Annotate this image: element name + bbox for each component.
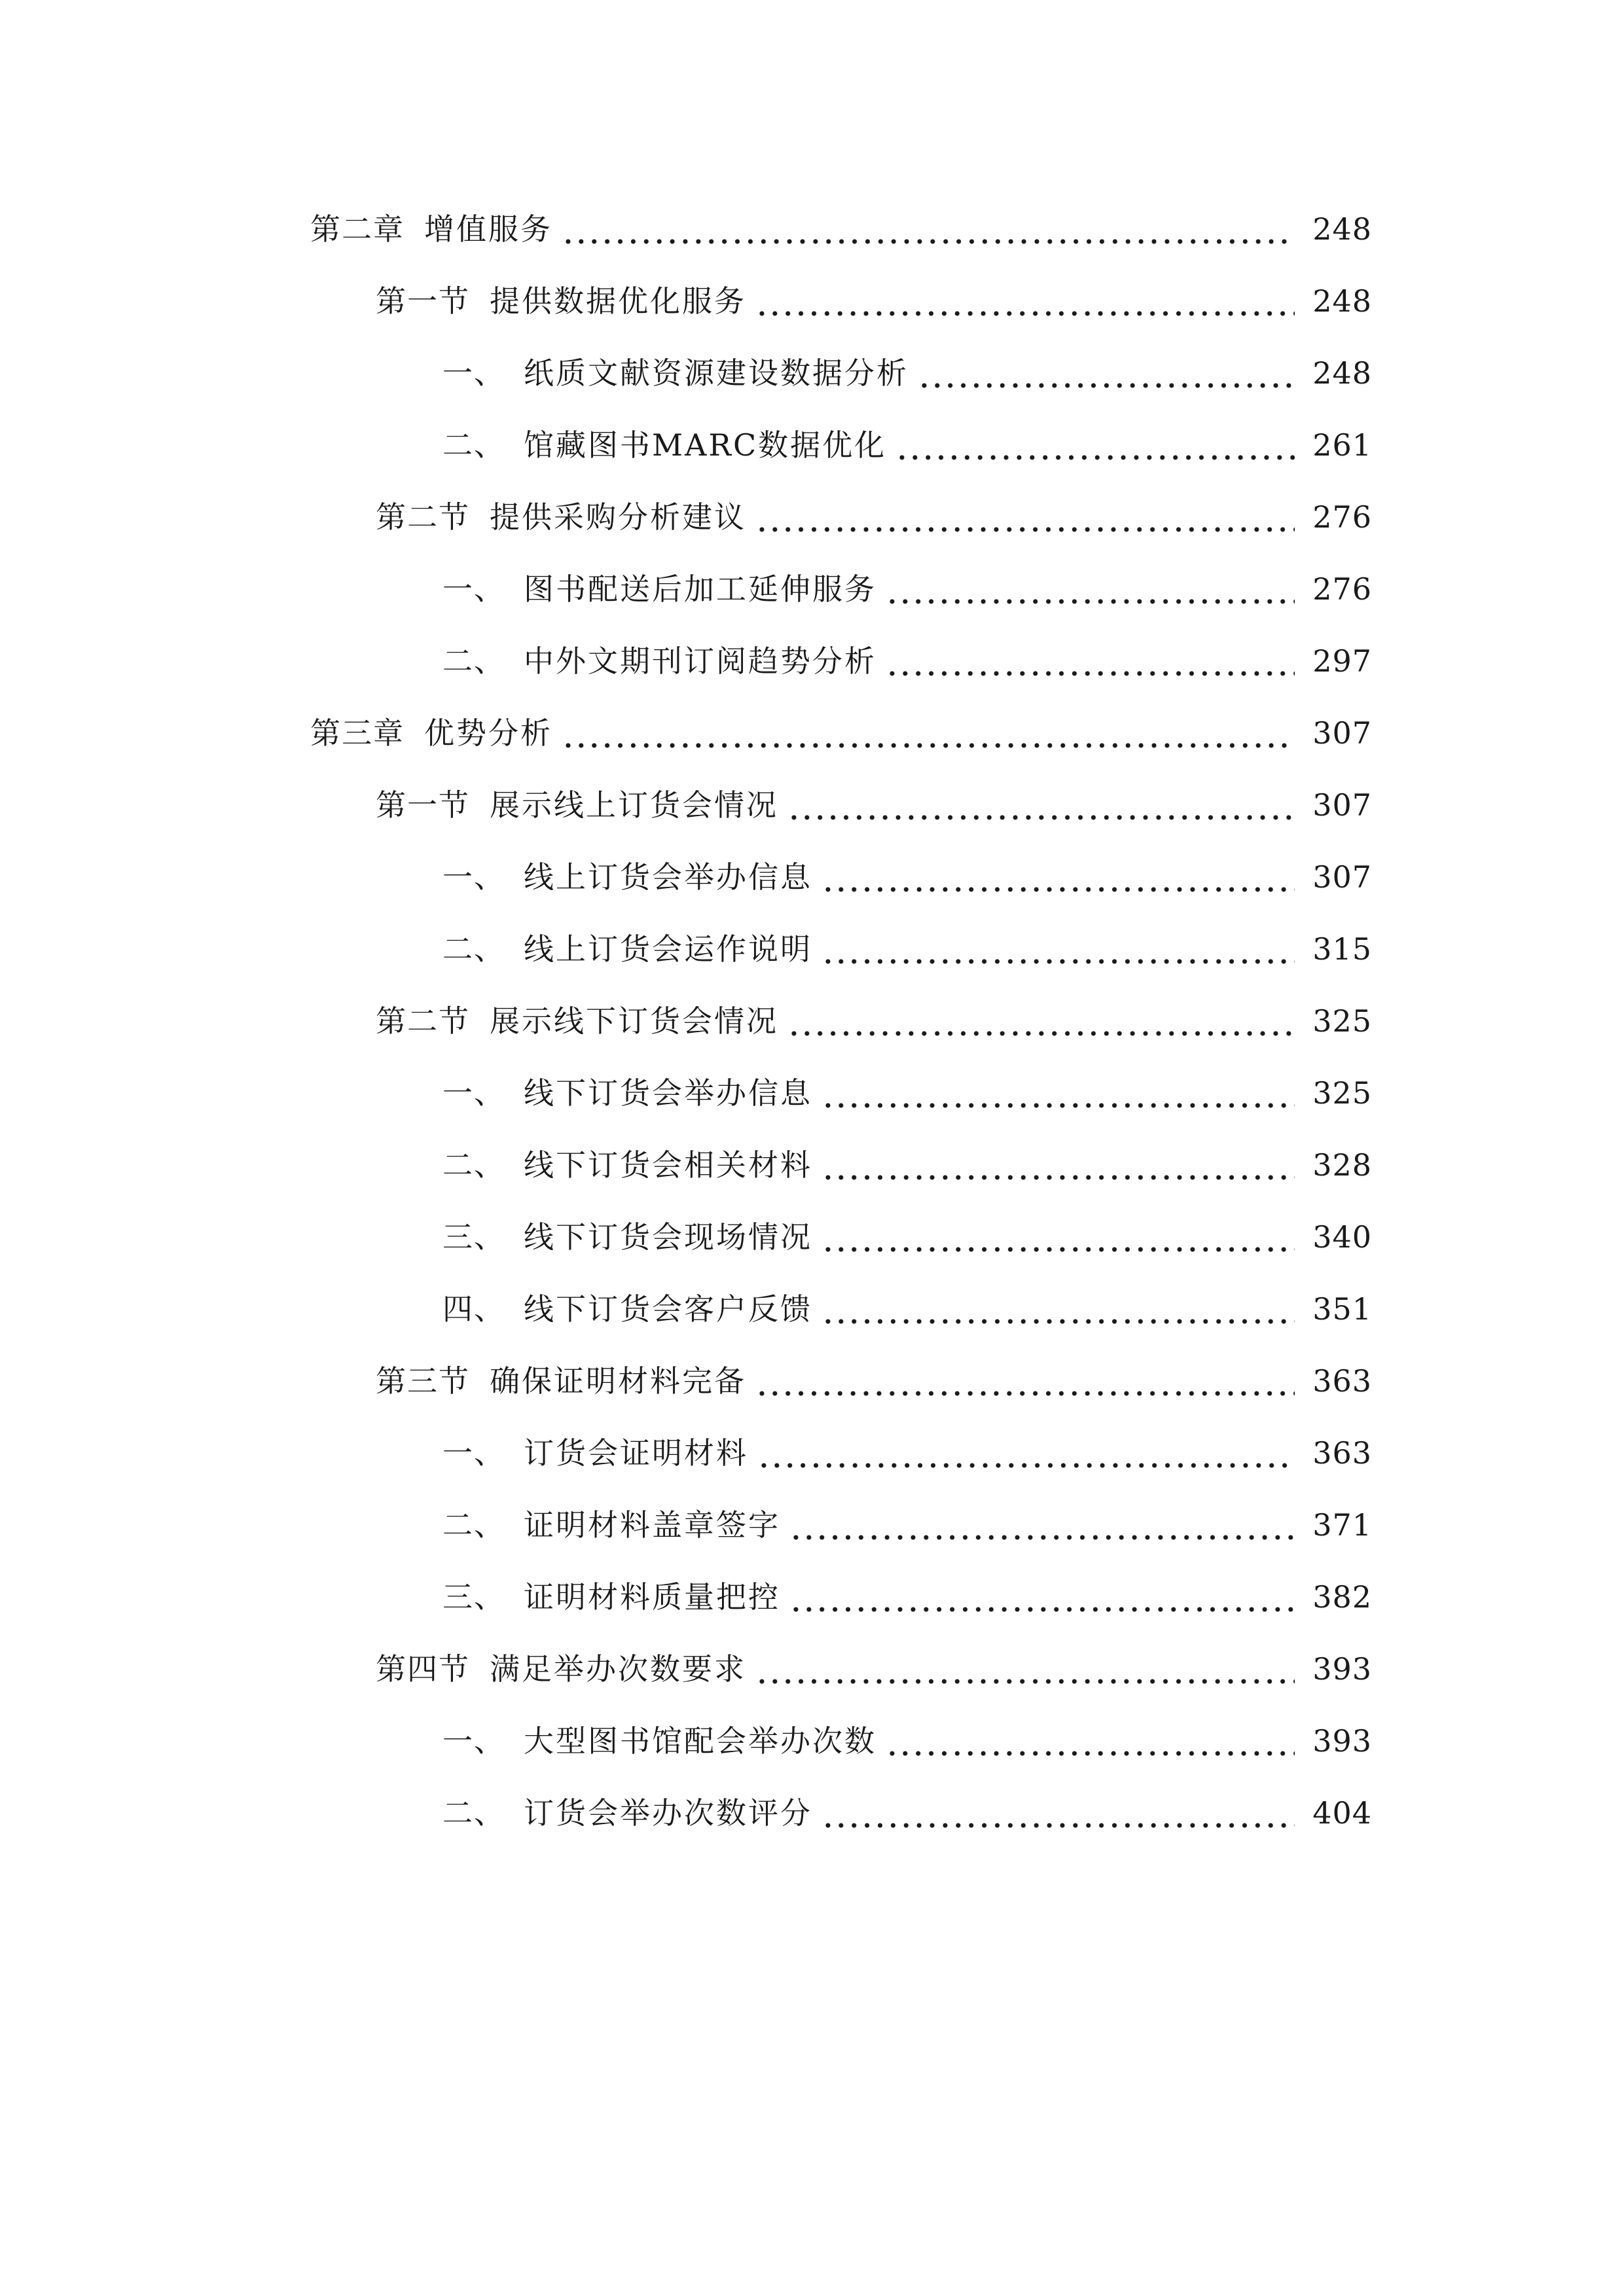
toc-title: 馆藏图书MARC数据优化	[524, 427, 887, 463]
toc-title: 订货会证明材料	[524, 1435, 748, 1471]
toc-title: 满足举办次数要求	[490, 1651, 746, 1687]
dot-leader	[821, 851, 1295, 903]
toc-row-item	[0, 1715, 1624, 1767]
toc-number: 第三章	[310, 715, 405, 751]
toc-title: 线上订货会运作说明	[524, 931, 812, 967]
toc-entry[interactable]	[442, 1571, 1372, 1623]
toc-row-item	[0, 1427, 1624, 1479]
toc-entry[interactable]	[442, 1283, 1372, 1335]
toc-entry[interactable]	[310, 203, 1372, 255]
dot-leader	[789, 1571, 1295, 1623]
toc-entry[interactable]	[442, 1067, 1372, 1119]
toc-title: 订货会举办次数评分	[524, 1795, 812, 1831]
dot-leader	[821, 1211, 1295, 1263]
dot-leader	[886, 635, 1295, 687]
toc-row-item	[0, 1067, 1624, 1119]
toc-title: 中外文期刊订阅趋势分析	[524, 643, 876, 679]
dot-leader	[787, 779, 1295, 831]
toc-row-chapter	[0, 203, 1624, 255]
toc-page-number: 382	[1312, 1579, 1372, 1615]
toc-entry[interactable]	[442, 347, 1372, 399]
toc-title: 线下订货会客户反馈	[524, 1291, 812, 1327]
dot-leader	[755, 275, 1295, 327]
toc-title: 展示线下订货会情况	[490, 1003, 778, 1039]
toc-entry[interactable]	[442, 1211, 1372, 1263]
toc-row-item	[0, 419, 1624, 471]
toc-entry[interactable]	[442, 635, 1372, 687]
toc-entry[interactable]	[442, 1499, 1372, 1551]
toc-title: 证明材料质量把控	[524, 1579, 780, 1615]
toc-number: 第二节	[376, 1003, 470, 1039]
toc-entry[interactable]	[442, 1139, 1372, 1191]
toc-entry[interactable]	[442, 1787, 1372, 1839]
toc-row-item	[0, 923, 1624, 975]
toc-number: 二、	[442, 427, 505, 463]
toc-page-number: 363	[1312, 1435, 1372, 1471]
toc-title: 优势分析	[424, 715, 552, 751]
toc-number: 第三节	[376, 1363, 470, 1399]
dot-leader	[757, 1427, 1295, 1479]
toc-title: 展示线上订货会情况	[490, 787, 778, 823]
toc-title: 线下订货会现场情况	[524, 1219, 812, 1255]
dot-leader	[821, 923, 1295, 975]
toc-row-section	[0, 779, 1624, 831]
toc-page-number: 328	[1312, 1147, 1372, 1183]
toc-page-number: 351	[1312, 1291, 1372, 1327]
dot-leader	[886, 563, 1295, 615]
toc-row-section	[0, 1643, 1624, 1695]
toc-entry[interactable]	[376, 1355, 1372, 1407]
toc-page-number: 261	[1312, 427, 1372, 463]
toc-title: 提供数据优化服务	[490, 283, 746, 319]
toc-entry[interactable]	[376, 995, 1372, 1047]
dot-leader	[821, 1139, 1295, 1191]
toc-number: 三、	[442, 1219, 505, 1255]
toc-number: 第一节	[376, 283, 470, 319]
toc-number: 一、	[442, 355, 505, 391]
toc-number: 第一节	[376, 787, 470, 823]
toc-page-number: 276	[1312, 499, 1372, 535]
toc-number: 二、	[442, 1147, 505, 1183]
dot-leader	[755, 1643, 1295, 1695]
toc-row-item	[0, 1571, 1624, 1623]
dot-leader	[918, 347, 1295, 399]
toc-page-number: 297	[1312, 643, 1372, 679]
toc-page-number: 340	[1312, 1219, 1372, 1255]
toc-row-section	[0, 995, 1624, 1047]
toc-entry[interactable]	[442, 419, 1372, 471]
toc-page-number: 363	[1312, 1363, 1372, 1399]
toc-row-item	[0, 1283, 1624, 1335]
toc-row-item	[0, 563, 1624, 615]
toc-page-number: 325	[1312, 1003, 1372, 1039]
toc-page-number: 393	[1312, 1723, 1372, 1759]
dot-leader	[562, 203, 1295, 255]
toc-title: 增值服务	[424, 211, 552, 247]
toc-row-item	[0, 851, 1624, 903]
dot-leader	[789, 1499, 1295, 1551]
toc-page-number: 325	[1312, 1075, 1372, 1111]
toc-row-item	[0, 635, 1624, 687]
toc-entry[interactable]	[442, 923, 1372, 975]
toc-number: 一、	[442, 571, 505, 607]
toc-row-item	[0, 1211, 1624, 1263]
toc-row-section	[0, 275, 1624, 327]
toc-row-item	[0, 1787, 1624, 1839]
toc-page-number: 248	[1312, 283, 1372, 319]
toc-entry[interactable]	[376, 491, 1372, 543]
toc-page-number: 307	[1312, 859, 1372, 895]
toc-row-item	[0, 347, 1624, 399]
dot-leader	[821, 1067, 1295, 1119]
toc-title: 确保证明材料完备	[490, 1363, 746, 1399]
toc-entry[interactable]	[442, 563, 1372, 615]
toc-page-number: 371	[1312, 1507, 1372, 1543]
toc-title: 纸质文献资源建设数据分析	[524, 355, 909, 391]
toc-number: 二、	[442, 1507, 505, 1543]
toc-title: 图书配送后加工延伸服务	[524, 571, 876, 607]
toc-page-number: 307	[1312, 715, 1372, 751]
toc-number: 二、	[442, 643, 505, 679]
toc-entry[interactable]	[442, 1427, 1372, 1479]
dot-leader	[895, 419, 1295, 471]
toc-row-chapter	[0, 707, 1624, 759]
dot-leader	[755, 1355, 1295, 1407]
toc-title: 线上订货会举办信息	[524, 859, 812, 895]
toc-page-number: 276	[1312, 571, 1372, 607]
toc-number: 第四节	[376, 1651, 470, 1687]
toc-number: 三、	[442, 1579, 505, 1615]
toc-title: 线下订货会相关材料	[524, 1147, 812, 1183]
toc-page-number: 315	[1312, 931, 1372, 967]
dot-leader	[755, 491, 1295, 543]
toc-entry[interactable]	[442, 851, 1372, 903]
toc-page-number: 248	[1312, 355, 1372, 391]
toc-number: 一、	[442, 1723, 505, 1759]
toc-page-number: 248	[1312, 211, 1372, 247]
dot-leader	[821, 1283, 1295, 1335]
toc-entry[interactable]	[376, 1643, 1372, 1695]
toc-number: 第二节	[376, 499, 470, 535]
toc-row-section	[0, 1355, 1624, 1407]
dot-leader	[787, 995, 1295, 1047]
toc-title: 证明材料盖章签字	[524, 1507, 780, 1543]
toc-title: 线下订货会举办信息	[524, 1075, 812, 1111]
toc-title: 提供采购分析建议	[490, 499, 746, 535]
toc-page-number: 393	[1312, 1651, 1372, 1687]
toc-page-number: 404	[1312, 1795, 1372, 1831]
toc-title: 大型图书馆配会举办次数	[524, 1723, 876, 1759]
toc-number: 四、	[442, 1291, 505, 1327]
toc-number: 一、	[442, 1075, 505, 1111]
dot-leader	[562, 707, 1295, 759]
dot-leader	[821, 1787, 1295, 1839]
toc-row-item	[0, 1499, 1624, 1551]
toc-row-item	[0, 1139, 1624, 1191]
toc-number: 二、	[442, 931, 505, 967]
toc-page-number: 307	[1312, 787, 1372, 823]
toc-entry[interactable]	[310, 707, 1372, 759]
toc-entry[interactable]	[442, 1715, 1372, 1767]
toc-number: 二、	[442, 1795, 505, 1831]
toc-entry[interactable]	[376, 275, 1372, 327]
dot-leader	[886, 1715, 1295, 1767]
toc-number: 一、	[442, 1435, 505, 1471]
toc-entry[interactable]	[376, 779, 1372, 831]
toc-number: 一、	[442, 859, 505, 895]
toc-row-section	[0, 491, 1624, 543]
toc-number: 第二章	[310, 211, 405, 247]
